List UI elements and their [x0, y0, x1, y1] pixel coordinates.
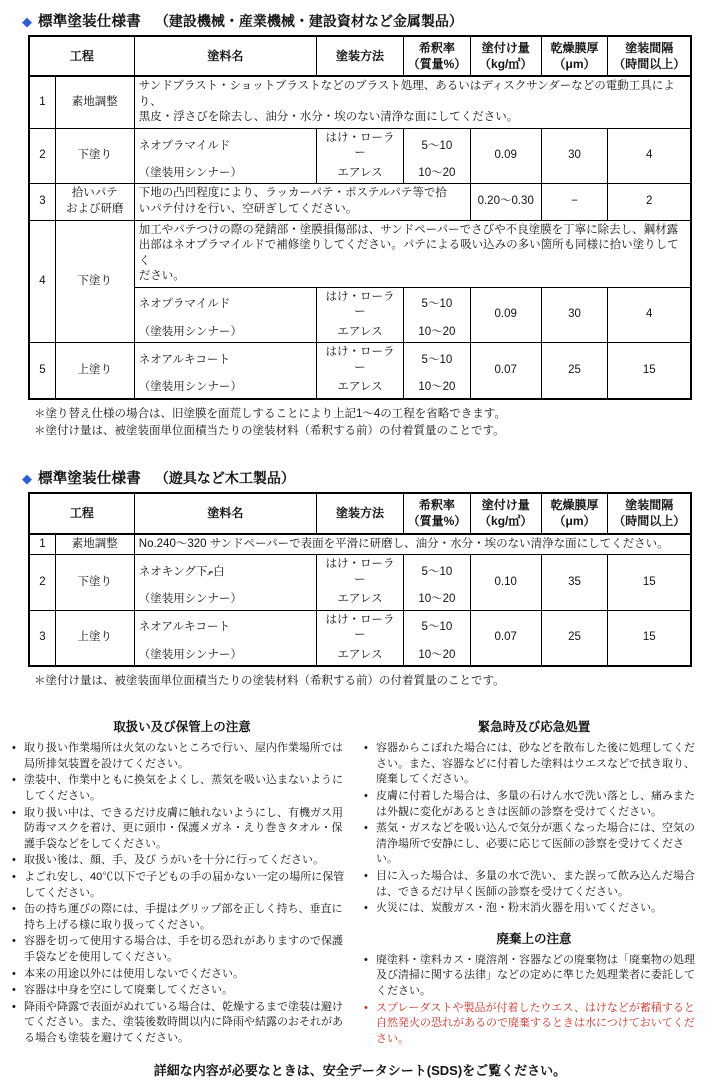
handling-title: 取扱い及び保管上の注意: [113, 720, 251, 735]
warning-item: • スプレーダストや製品が付着したウエス、はけなどが蓄積すると自然発火の恐れがあるので廃棄するときは水につけておいてください。: [364, 1001, 704, 1048]
row-process: 下塗り: [55, 220, 134, 343]
row-process: 素地調整: [55, 76, 134, 128]
list-item: • 取り扱い中は、できるだけ皮膚に触れないようにし、有機ガス用防毒マスクを着け、更に頭巾・保護メガネ・えり巻きタオル・保護手袋などをしてください。: [12, 806, 352, 853]
row-amount: 0.07: [470, 610, 541, 666]
header-interval: 塗装間隔 （時間以上）: [608, 493, 691, 533]
diamond-bullet-icon: ◆: [22, 14, 32, 29]
header-thickness: 乾燥膜厚 （μm）: [541, 493, 608, 533]
note-line: ＊塗付け量は、被塗装面単位面積当たりの塗装材料（希釈する前）の付着質量のことです。: [34, 425, 505, 438]
header-amount: 塗付け量 （kg/㎡）: [470, 36, 541, 76]
row-interval: 4: [608, 128, 691, 184]
row-dilution-line1: 5〜10: [404, 343, 471, 379]
section2-title: 標準塗装仕様書: [38, 471, 141, 488]
table-row: [29, 128, 691, 164]
row-process: 素地調整: [55, 534, 134, 555]
header-paint-name: 塗料名: [134, 493, 316, 533]
header-dilution: 希釈率 （質量%）: [404, 493, 471, 533]
row-paint-line2: （塗装用シンナー）: [134, 378, 316, 399]
list-item: • 容器を切って使用する場合は、手を切る恐れがありますので保護手袋などを使用してください。: [12, 934, 352, 965]
row-process: 拾いパテ および研磨: [55, 184, 134, 220]
list-item: • 取り扱い作業場所は火気のないところで行い、屋内作業場所では局所排気装置を設けてください。: [12, 741, 352, 772]
row-paint-line1: ネオプラマイルド: [134, 128, 316, 164]
list-item: • 降雨や降露で表面がぬれている場合は、乾燥するまで塗装は避けてください。また、塗装後数時間以内に降雨や結露のおそれがある場合も塗装を避けてください。: [12, 1000, 352, 1047]
header-paint-name: 塗料名: [134, 36, 316, 76]
handling-list: [12, 741, 352, 1047]
row-number: 2: [29, 128, 55, 184]
list-item: • 本来の用途以外には使用しないでください。: [12, 967, 352, 983]
header-dilution: 希釈率 （質量%）: [404, 36, 471, 76]
handling-column: [6, 717, 358, 1048]
row-thickness: 25: [541, 610, 608, 666]
section1-subtitle: （建設機械・産業機械・建設資材など金属製品）: [154, 13, 463, 29]
table-row: [29, 534, 691, 555]
emergency-list: [364, 741, 704, 917]
list-item: • 缶の持ち運びの際には、手提はグリップ部を正しく持ち、垂直に持ち上げる様に取り扱ってください。: [12, 902, 352, 933]
spec-table-wood: [28, 492, 692, 667]
note-line: ＊塗り替え仕様の場合は、旧塗膜を面荒しすることにより上記1〜4の工程を省略できます。: [34, 407, 506, 420]
list-item: • 容器は中身を空にして廃棄してください。: [12, 983, 352, 999]
row-method-line1: はけ・ローラー: [316, 287, 403, 323]
header-thickness: 乾燥膜厚 （μm）: [541, 36, 608, 76]
row-description: 加工やパテつけの際の発錆部・塗膜損傷部は、サンドペーパーでさびや不良塗膜を丁寧に除去し、鋼材露 出部はネオプラマイルドで補修塗りしてください。パテによる吸い込みの多い箇所も同様に拾い塗りしてく ださい。: [134, 220, 691, 287]
notices-section: [0, 717, 720, 1048]
table-row: [29, 343, 691, 379]
row-dilution-line2: 10〜20: [404, 378, 471, 399]
row-number: 5: [29, 343, 55, 399]
row-paint-line2: （塗装用シンナー）: [134, 323, 316, 343]
row-dilution-line1: 5〜10: [404, 610, 471, 646]
section2-notes: [34, 673, 720, 691]
emergency-column: [358, 717, 710, 1048]
list-item: • 廃塗料・塗料カス・廃溶剤・容器などの廃棄物は「廃棄物の処理及び清掃に関する法律」などの定めに準じた処理業者に委託してください。: [364, 953, 704, 1000]
row-number: 3: [29, 184, 55, 220]
row-method-line2: エアレス: [316, 590, 403, 610]
row-method-line1: はけ・ローラー: [316, 610, 403, 646]
row-paint-line1: ネオプラマイルド: [134, 287, 316, 323]
row-thickness: 25: [541, 343, 608, 399]
row-description: No.240〜320 サンドペーパーで表面を平滑に研磨し、油分・水分・埃のない清浄な面にしてください。: [134, 534, 691, 555]
row-amount: 0.09: [470, 128, 541, 184]
row-dilution-line1: 5〜10: [404, 128, 471, 164]
row-method-line1: はけ・ローラー: [316, 128, 403, 164]
row-amount: 0.10: [470, 555, 541, 611]
row-dilution-line2: 10〜20: [404, 590, 471, 610]
row-method-line2: エアレス: [316, 323, 403, 343]
section2-heading: [0, 441, 720, 492]
row-thickness: −: [541, 184, 608, 220]
row-method-line1: はけ・ローラー: [316, 343, 403, 379]
row-thickness: 30: [541, 287, 608, 343]
list-item: • よごれ安し、40℃以下で子どもの手の届かない一定の場所に保管してください。: [12, 870, 352, 901]
row-amount: 0.07: [470, 343, 541, 399]
row-number: 3: [29, 610, 55, 666]
table-row: [29, 220, 691, 287]
row-dilution-line2: 10〜20: [404, 323, 471, 343]
note-line: ＊塗付け量は、被塗装面単位面積当たりの塗装材料（希釈する前）の付着質量のことです。: [34, 675, 505, 688]
row-interval: 4: [608, 287, 691, 343]
list-item: • 火災には、炭酸ガス・泡・粉末消火器を用いてください。: [364, 901, 704, 917]
list-item: • 蒸気・ガスなどを吸い込んで気分が悪くなった場合には、空気の清浄場所で安静にし、必要に応じて医師の診察を受けてください。: [364, 821, 704, 868]
row-method-line2: エアレス: [316, 164, 403, 184]
row-method-line2: エアレス: [316, 378, 403, 399]
row-dilution-line1: 5〜10: [404, 287, 471, 323]
row-process: 下塗り: [55, 128, 134, 184]
list-item: • 取扱い後は、顔、手、及び うがいを十分に行ってください。: [12, 853, 352, 869]
row-dilution-line1: 5〜10: [404, 555, 471, 591]
table-row: [29, 184, 691, 220]
header-method: 塗装方法: [316, 493, 403, 533]
row-amount: 0.09: [470, 287, 541, 343]
row-amount: 0.20〜0.30: [470, 184, 541, 220]
document-footer: 詳細な内容が必要なときは、安全データシート(SDS)をご覧ください。: [153, 1063, 567, 1079]
header-interval: 塗装間隔 （時間以上）: [608, 36, 691, 76]
list-item: • 容器からこぼれた場合には、砂などを散布した後に処理してください。また、容器などに付着した塗料はウエスなどで拭き取り、廃棄してください。: [364, 741, 704, 788]
row-number: 4: [29, 220, 55, 343]
row-process: 上塗り: [55, 610, 134, 666]
section1-heading: [0, 0, 720, 35]
header-process: 工程: [29, 493, 134, 533]
spec-table-metal: [28, 35, 692, 400]
row-thickness: 35: [541, 555, 608, 611]
row-paint-line2: （塗装用シンナー）: [134, 164, 316, 184]
row-dilution-line2: 10〜20: [404, 164, 471, 184]
table-header-row: [29, 493, 691, 533]
header-method: 塗装方法: [316, 36, 403, 76]
row-number: 1: [29, 76, 55, 128]
header-amount: 塗付け量 （kg/㎡）: [470, 493, 541, 533]
row-paint-line1: ネオキング下ތ白: [134, 555, 316, 591]
row-paint-line2: （塗装用シンナー）: [134, 590, 316, 610]
row-interval: 15: [608, 555, 691, 611]
row-dilution-line2: 10〜20: [404, 646, 471, 667]
list-item: • 皮膚に付着した場合は、多量の石けん水で洗い落とし、痛みまたは外観に変化があるときは医師の診察を受けてください。: [364, 789, 704, 820]
row-method-line2: エアレス: [316, 646, 403, 667]
header-process: 工程: [29, 36, 134, 76]
section1-notes: [34, 406, 720, 442]
row-interval: 2: [608, 184, 691, 220]
row-description: 下地の凸凹程度により、ラッカーパテ・ポステルパテ等で拾 いパテ付けを行い、空研ぎしてください。: [134, 184, 470, 220]
row-interval: 15: [608, 610, 691, 666]
row-interval: 15: [608, 343, 691, 399]
table-header-row: [29, 36, 691, 76]
table-row: [29, 610, 691, 646]
row-number: 2: [29, 555, 55, 611]
table-row: [29, 555, 691, 591]
row-process: 上塗り: [55, 343, 134, 399]
row-paint-line1: ネオアルキコート: [134, 343, 316, 379]
row-thickness: 30: [541, 128, 608, 184]
row-paint-line2: （塗装用シンナー）: [134, 646, 316, 667]
list-item: • 目に入った場合は、多量の水で洗い、また誤って飲み込んだ場合は、できるだけ早く医師の診察を受けてください。: [364, 869, 704, 900]
row-paint-line1: ネオアルキコート: [134, 610, 316, 646]
section1-title: 標準塗装仕様書: [38, 14, 141, 30]
table-row: [29, 76, 691, 128]
list-item: • 塗装中、作業中ともに換気をよくし、蒸気を吸い込まないようにしてください。: [12, 773, 352, 804]
diamond-bullet-icon: ◆: [22, 471, 32, 487]
waste-title: 廃棄上の注意: [496, 931, 572, 946]
row-number: 1: [29, 534, 55, 555]
section2-subtitle: （遊具など木工製品）: [154, 470, 295, 487]
row-process: 下塗り: [55, 555, 134, 611]
emergency-title: 緊急時及び応急処置: [477, 720, 591, 735]
row-description: サンドブラスト・ショットブラストなどのブラスト処理、あるいはディスクサンダーなどの電動工具により、 黒皮・浮さびを除去し、油分・水分・埃のない清浄な面にしてください。: [134, 76, 691, 128]
waste-list: [364, 953, 704, 1048]
row-method-line1: はけ・ローラー: [316, 555, 403, 591]
